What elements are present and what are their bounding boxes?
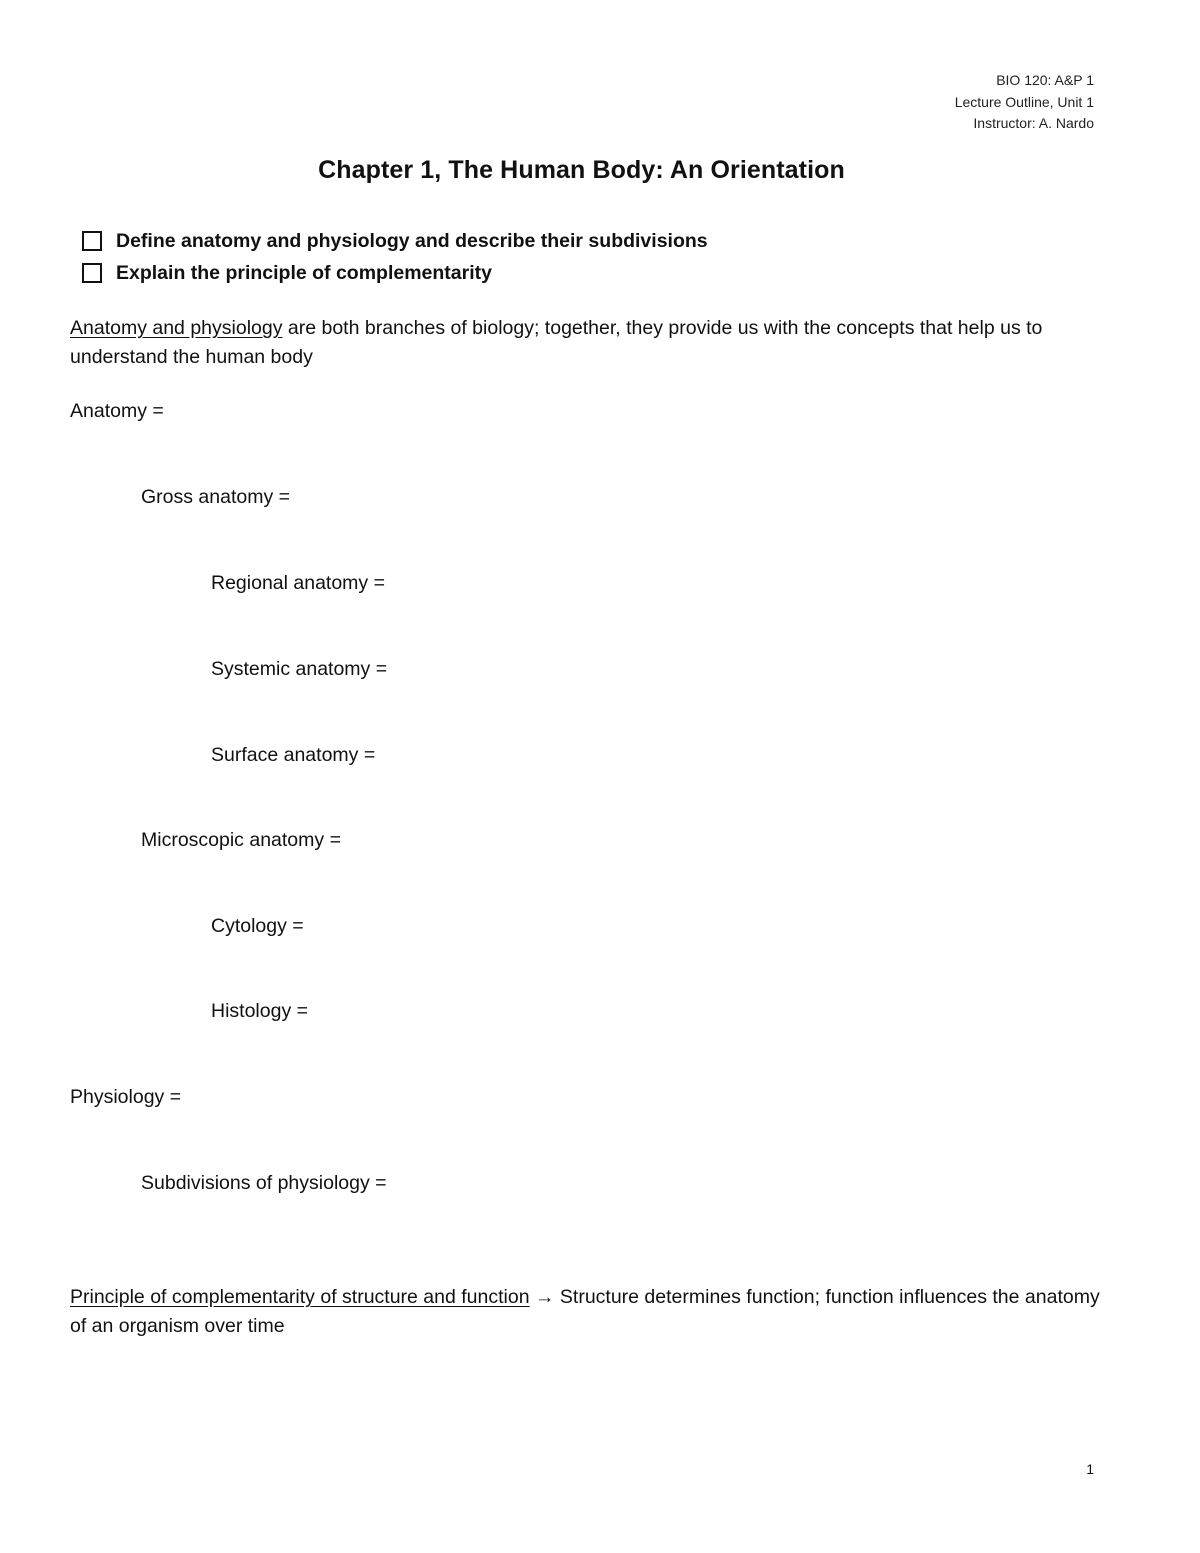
checkbox-icon[interactable] xyxy=(82,231,102,251)
objectives-list xyxy=(82,225,708,289)
term-physiology: Physiology = xyxy=(70,1086,182,1108)
principle-text: → Structure determines function; function influences the anatomy of an organism over time xyxy=(70,1286,1100,1337)
term-systemic-anatomy: Systemic anatomy = xyxy=(211,658,388,680)
principle-paragraph xyxy=(70,1283,1110,1340)
intro-underlined-term: Anatomy and physiology xyxy=(70,317,283,339)
objective-text: Define anatomy and physiology and describe their subdivisions xyxy=(116,229,708,252)
checkbox-icon[interactable] xyxy=(82,263,102,283)
term-histology: Histology = xyxy=(211,1000,309,1022)
term-anatomy: Anatomy = xyxy=(70,400,164,422)
objective-text: Explain the principle of complementarity xyxy=(116,261,492,284)
course-name: BIO 120: A&P 1 xyxy=(996,72,1094,88)
term-gross-anatomy: Gross anatomy = xyxy=(141,486,291,508)
term-subdivisions-physiology: Subdivisions of physiology = xyxy=(141,1172,387,1194)
intro-paragraph xyxy=(70,314,1110,371)
objective-item xyxy=(82,257,708,289)
chapter-title: Chapter 1, The Human Body: An Orientation xyxy=(318,156,845,184)
intro-text: are both branches of biology; together, they provide us with the concepts that help us to understand the human body xyxy=(70,317,1043,368)
page-number: 1 xyxy=(1086,1461,1094,1477)
term-cytology: Cytology = xyxy=(211,915,304,937)
instructor-name: Instructor: A. Nardo xyxy=(973,115,1094,131)
term-regional-anatomy: Regional anatomy = xyxy=(211,572,385,594)
course-header xyxy=(955,70,1094,135)
outline-label: Lecture Outline, Unit 1 xyxy=(954,93,1094,110)
term-surface-anatomy: Surface anatomy = xyxy=(211,744,376,766)
principle-underlined-term: Principle of complementarity of structure and function xyxy=(70,1286,530,1308)
term-microscopic-anatomy: Microscopic anatomy = xyxy=(141,829,341,851)
objective-item xyxy=(82,225,708,257)
